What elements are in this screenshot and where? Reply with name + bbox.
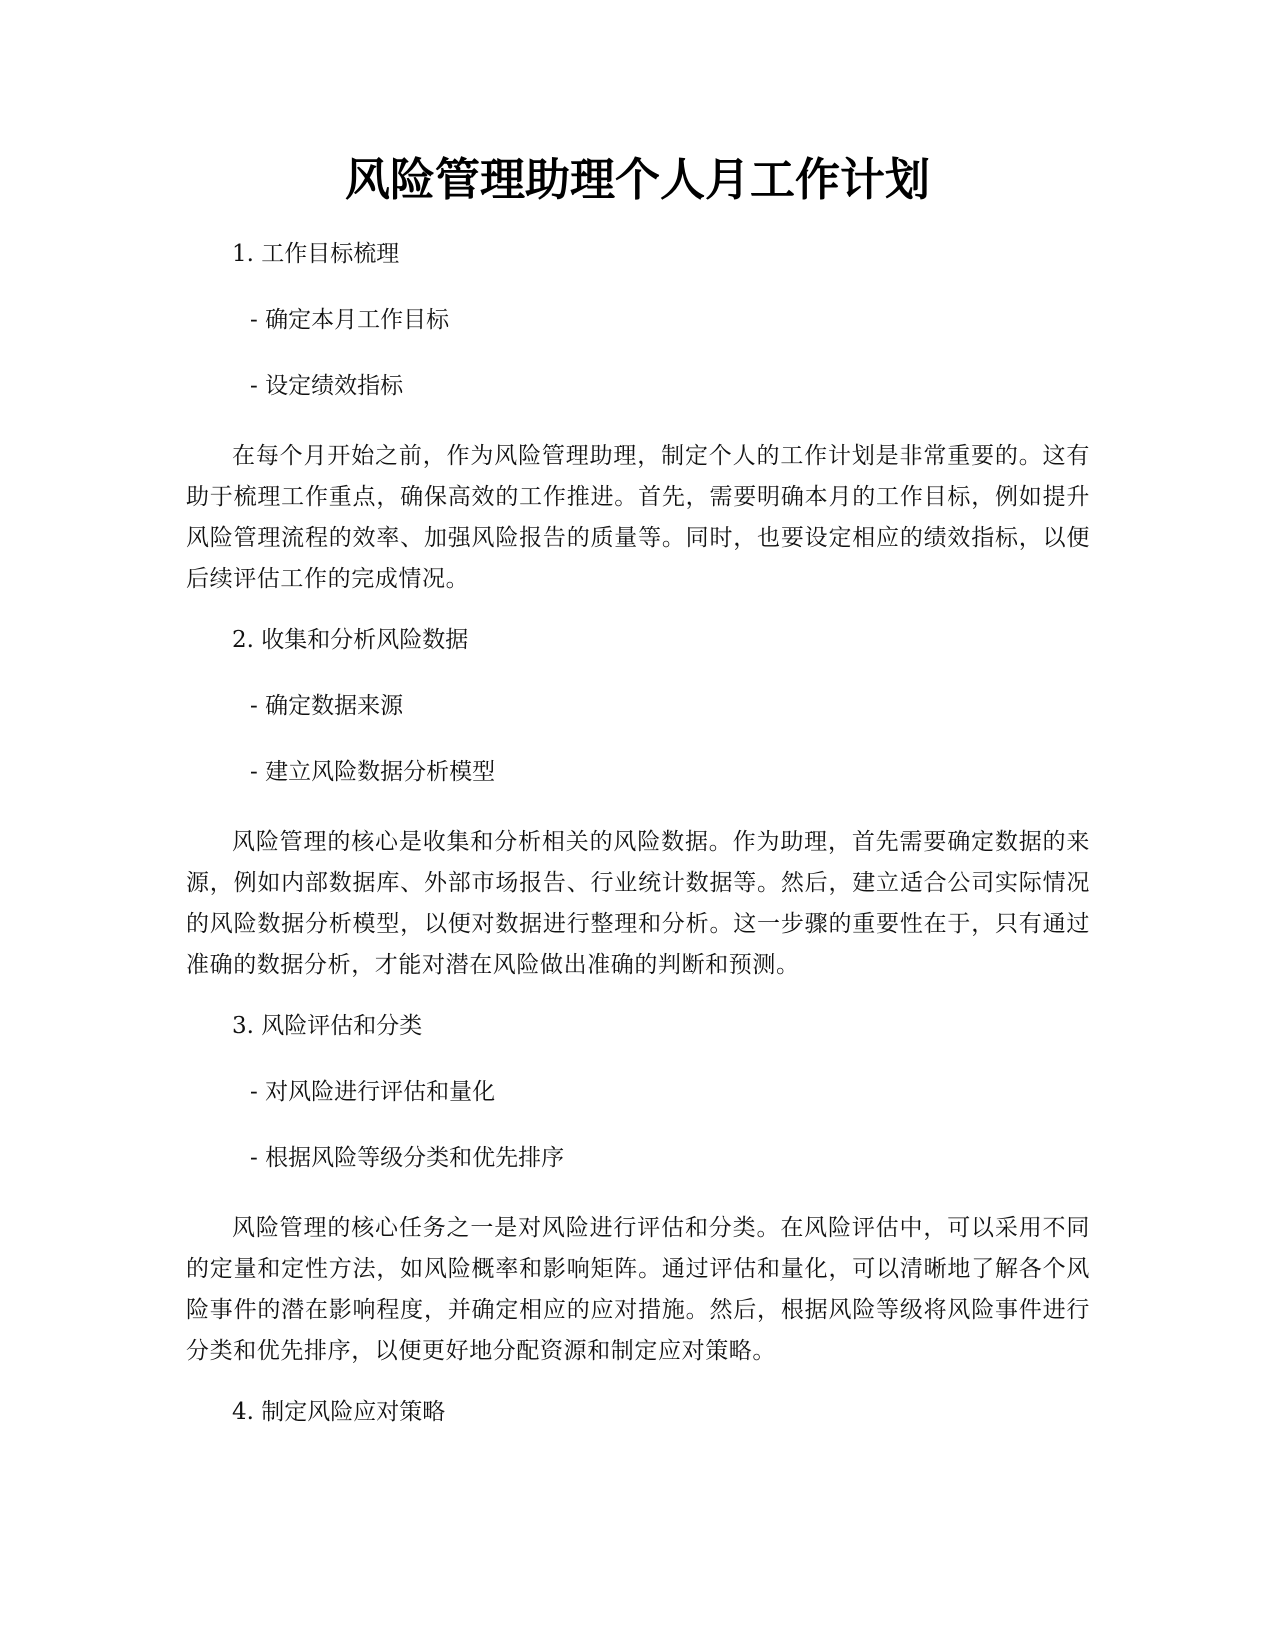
section-heading-1: 1. 工作目标梳理: [232, 241, 400, 267]
bullet-item: - 确定数据来源: [250, 693, 404, 719]
bullet-item: - 设定绩效指标: [250, 373, 404, 399]
body-paragraph-2: 风险管理的核心是收集和分析相关的风险数据。作为助理，首先需要确定数据的来源，例如内部数据库、外部市场报告、行业统计数据等。然后，建立适合公司实际情况的风险数据分析模型，以便对数据进行整理和分析。这一步骤的重要性在于，只有通过准确的数据分析，才能对潜在风险做出准确的判断和预测。: [186, 829, 1090, 978]
document-body: [186, 238, 1090, 1462]
section-heading-4: 4. 制定风险应对策略: [232, 1399, 446, 1425]
bullet-item: - 确定本月工作目标: [250, 307, 450, 333]
body-paragraph-3: 风险管理的核心任务之一是对风险进行评估和分类。在风险评估中，可以采用不同的定量和定性方法，如风险概率和影响矩阵。通过评估和量化，可以清晰地了解各个风险事件的潜在影响程度，并确定相应的应对措施。然后，根据风险等级将风险事件进行分类和优先排序，以便更好地分配资源和制定应对策略。: [186, 1215, 1090, 1364]
body-paragraph-1: 在每个月开始之前，作为风险管理助理，制定个人的工作计划是非常重要的。这有助于梳理工作重点，确保高效的工作推进。首先，需要明确本月的工作目标，例如提升风险管理流程的效率、加强风险报告的质量等。同时，也要设定相应的绩效指标，以便后续评估工作的完成情况。: [186, 443, 1090, 592]
bullet-item: - 建立风险数据分析模型: [250, 759, 496, 785]
section-heading-2: 2. 收集和分析风险数据: [232, 627, 469, 653]
bullet-item: - 对风险进行评估和量化: [250, 1079, 496, 1105]
bullet-item: - 根据风险等级分类和优先排序: [250, 1145, 565, 1171]
page-title: 风险管理助理个人月工作计划: [344, 153, 930, 206]
section-heading-3: 3. 风险评估和分类: [232, 1013, 423, 1039]
